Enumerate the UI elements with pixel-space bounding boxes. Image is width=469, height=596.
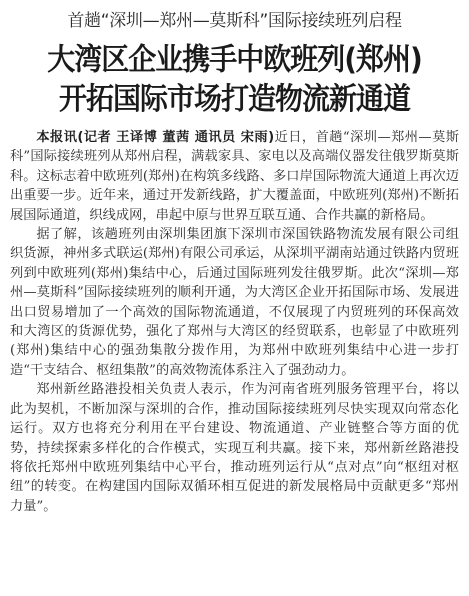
article-byline: 本报讯(记者 王译博 董茜 通讯员 宋雨) [36, 130, 275, 145]
headline-line-2: 开拓国际市场打造物流新通道 [58, 81, 410, 117]
article-body [10, 128, 459, 516]
paragraph-1-text: 近日，首趟“深圳—郑州—莫斯科”国际接续班列从郑州启程，满载家具、家电以及高端仪器发往俄罗斯莫斯科。这标志着中欧班列(郑州)在构筑多线路、多口岸国际物流大通道上再次迈出重要一步。近年来，通过开发新线路，扩大覆盖面，中欧班列(郑州)不断拓展国际通道，织线成网，串起中原与世界互联互通、合作共赢的新格局。 [10, 130, 459, 223]
article-paragraph-3: 郑州新丝路港投相关负责人表示，作为河南省班列服务管理平台，将以此为契机，不断加深与深圳的合作，推动国际接续班列尽快实现双向常态化运行。双方也将充分利用在平台建设、物流通道、产业链整合等方面的优势，持续探索多样化的合作模式，实现互利共赢。接下来，郑州新丝路港投将依托郑州中欧班列集结中心平台，推动班列运行从“点对点”向“枢纽对枢纽”的转变。在构建国内国际双循环相互促进的新发展格局中贡献更多“郑州力量”。 [10, 382, 459, 514]
article-kicker: 首趟“深圳—郑州—莫斯科”国际接续班列启程 [67, 11, 402, 31]
article-paragraph-1 [10, 128, 459, 225]
headline-line-1: 大湾区企业携手中欧班列(郑州) [47, 41, 422, 77]
article-paragraph-2: 据了解，该趟班列由深圳集团旗下深圳市深国铁路物流发展有限公司组织货源，神州多式联运(郑州)有限公司承运，从深圳平湖南站通过铁路内贸班列到中欧班列(郑州)集结中心，后通过国际班列发往俄罗斯。此次“深圳—郑州—莫斯科”国际接续班列的顺利开通，为大湾区企业开拓国际市场、发展进出口贸易增加了一个高效的国际物流通道，不仅展现了内贸班列的环保高效和大湾区的货源优势，强化了郑州与大湾区的经贸联系，也彰显了中欧班列(郑州)集结中心的强劲集散分拨作用，为郑州中欧班列集结中心进一步打造“干支结合、枢纽集散”的高效物流体系注入了强劲动力。 [10, 227, 459, 378]
article-headline [10, 39, 459, 119]
